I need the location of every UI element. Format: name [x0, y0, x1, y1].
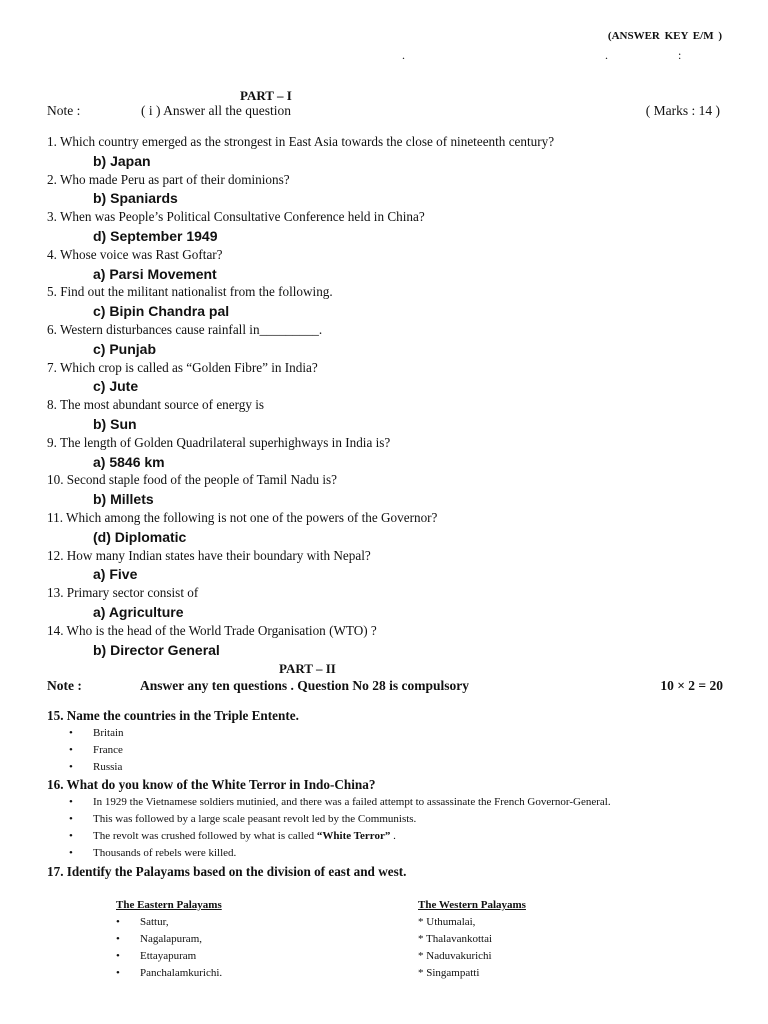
question-4: 4. Whose voice was Rast Goftar?: [47, 246, 223, 262]
q15-list: [47, 725, 722, 776]
list-item: [116, 931, 222, 948]
western-palayam-1: * Uthumalai,: [418, 916, 476, 928]
answer-13: a) Agriculture: [93, 603, 184, 620]
western-palayams-heading: The Western Palayams: [418, 899, 526, 911]
question-14: 14. Who is the head of the World Trade Organisation (WTO) ?: [47, 622, 377, 638]
header-dot-1: .: [402, 48, 405, 62]
answer-key-label: (ANSWER KEY E/M ): [607, 30, 722, 42]
list-item: [116, 965, 222, 982]
question-10: 10. Second staple food of the people of Tamil Nadu is?: [47, 472, 337, 488]
part2-marks: 10 × 2 = 20: [660, 678, 723, 693]
q16-list: [47, 794, 722, 862]
answer-8: b) Sun: [93, 415, 137, 432]
list-item: [47, 811, 722, 828]
question-11: 11. Which among the following is not one of the powers of the Governor?: [47, 509, 438, 525]
part2-title: PART – II: [279, 661, 336, 676]
answer-2: b) Spaniards: [93, 190, 178, 207]
bullet-icon: •: [69, 847, 73, 859]
part1-note: [47, 103, 720, 121]
list-item: [47, 725, 722, 742]
question-9: 9. The length of Golden Quadrilateral superhighways in India is?: [47, 434, 391, 450]
answer-10: b) Millets: [93, 491, 154, 508]
q16-point-3-text: The revolt was crushed followed by what is called: [93, 830, 317, 842]
list-item: [47, 845, 722, 862]
bullet-icon: •: [69, 761, 73, 773]
answer-6: c) Punjab: [93, 340, 157, 357]
western-palayam-4: * Singampatti: [418, 967, 480, 979]
bullet-icon: •: [69, 830, 73, 842]
q17-heading: 17. Identify the Palayams based on the division of east and west.: [47, 864, 407, 879]
header-colon: :: [678, 48, 682, 62]
part2-note-label: Note :: [47, 678, 82, 693]
bullet-icon: •: [116, 967, 120, 979]
eastern-palayam-1: Sattur,: [140, 916, 169, 928]
part1-title: PART – I: [240, 88, 292, 103]
list-item: [47, 794, 722, 811]
white-terror-term: “White Terror”: [316, 830, 391, 842]
western-palayams-column: [418, 897, 526, 982]
part1-marks: ( Marks : 14 ): [645, 103, 720, 118]
part2-note-text: Answer any ten questions . Question No 28 is compulsory: [140, 678, 470, 693]
answer-12: a) Five: [93, 566, 138, 583]
q15-point-1: Britain: [93, 727, 124, 739]
part2-answers: [47, 707, 722, 881]
bullet-icon: •: [69, 813, 73, 825]
eastern-palayam-2: Nagalapuram,: [140, 933, 202, 945]
answer-14: b) Director General: [93, 641, 220, 658]
q15-point-2: France: [93, 744, 123, 756]
list-item: [47, 759, 722, 776]
question-12: 12. How many Indian states have their boundary with Nepal?: [47, 547, 371, 563]
part1-question-list: [47, 133, 737, 659]
list-item: [116, 948, 222, 965]
western-palayam-3: * Naduvakurichi: [418, 950, 492, 962]
list-item: [47, 828, 722, 845]
question-13: 13. Primary sector consist of: [47, 585, 199, 601]
question-1: 1. Which country emerged as the strongest in East Asia towards the close of nineteenth century?: [47, 134, 555, 149]
answer-7: c) Jute: [93, 378, 139, 395]
question-8: 8. The most abundant source of energy is: [47, 397, 265, 413]
q16-point-4: Thousands of rebels were killed.: [93, 847, 237, 859]
part1-note-text: ( i ) Answer all the question: [141, 103, 291, 118]
answer-4: a) Parsi Movement: [93, 265, 217, 282]
header-marks: [402, 48, 702, 64]
bullet-icon: •: [116, 916, 120, 928]
answer-9: a) 5846 km: [93, 453, 165, 470]
question-3: 3. When was People’s Political Consultative Conference held in China?: [47, 209, 425, 225]
q15-heading: 15. Name the countries in the Triple Entente.: [47, 708, 299, 723]
eastern-palayams-column: [116, 897, 222, 982]
bullet-icon: •: [69, 744, 73, 756]
bullet-icon: •: [116, 950, 120, 962]
question-6: 6. Western disturbances cause rainfall in_________.: [47, 321, 323, 337]
answer-11: (d) Diplomatic: [93, 528, 187, 545]
bullet-icon: •: [69, 796, 73, 808]
answer-5: c) Bipin Chandra pal: [93, 303, 230, 320]
question-5: 5. Find out the militant nationalist from the following.: [47, 284, 333, 300]
western-palayam-2: * Thalavankottai: [418, 933, 493, 945]
header-dot-2: .: [605, 48, 608, 62]
eastern-palayam-4: Panchalamkurichi.: [140, 967, 223, 979]
q16-heading: 16. What do you know of the White Terror in Indo-China?: [47, 777, 376, 792]
q16-point-1: In 1929 the Vietnamese soldiers mutinied, and there was a failed attempt to assassinate the French Governor-General.: [93, 796, 611, 808]
list-item: [47, 742, 722, 759]
question-2: 2. Who made Peru as part of their dominions?: [47, 171, 290, 187]
part1-note-label: Note :: [47, 103, 81, 118]
part2-note: [47, 678, 723, 696]
bullet-icon: •: [116, 933, 120, 945]
q16-point-3-end: .: [390, 830, 396, 842]
q16-point-2: This was followed by a large scale peasant revolt led by the Communists.: [93, 813, 417, 825]
eastern-palayams-heading: The Eastern Palayams: [116, 899, 222, 911]
question-7: 7. Which crop is called as “Golden Fibre” in India?: [47, 359, 318, 375]
answer-1: b) Japan: [93, 152, 151, 169]
q15-point-3: Russia: [93, 761, 123, 773]
eastern-palayam-3: Ettayapuram: [140, 950, 197, 962]
answer-3: d) September 1949: [93, 227, 218, 244]
list-item: [116, 914, 222, 931]
bullet-icon: •: [69, 727, 73, 739]
